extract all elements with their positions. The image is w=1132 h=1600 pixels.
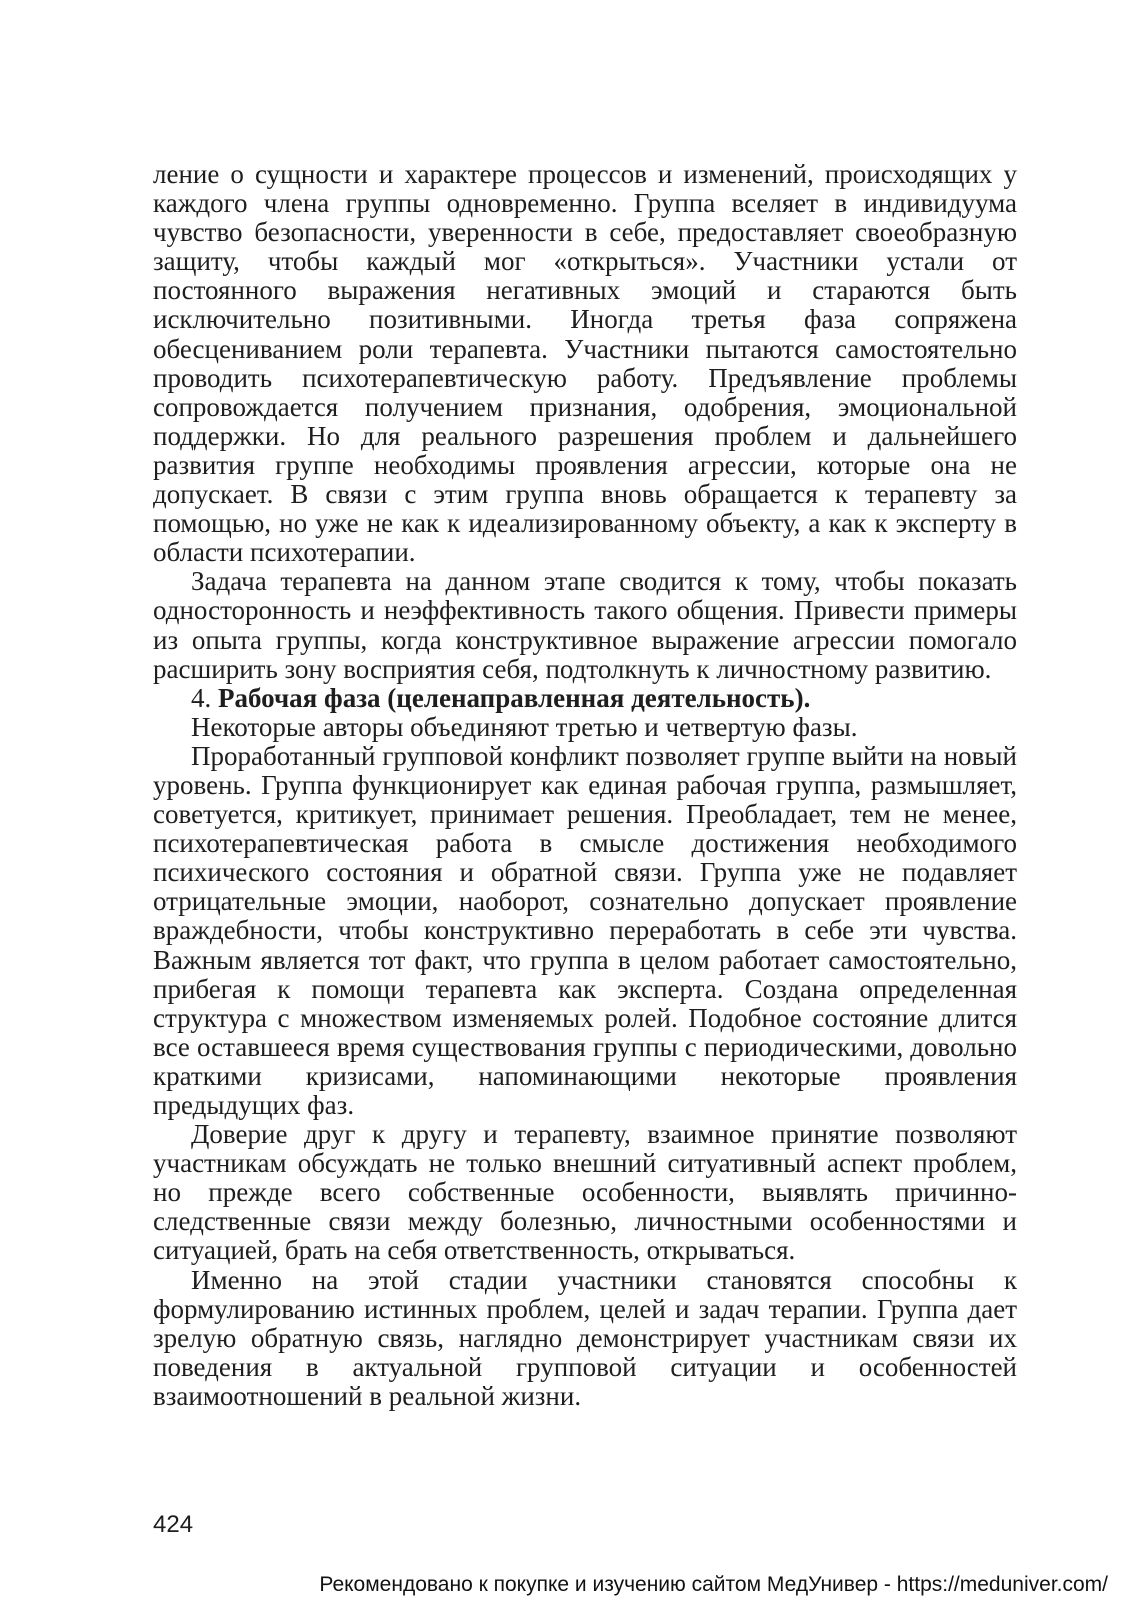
page-number: 424	[153, 1511, 194, 1538]
paragraph-stage: Именно на этой стадии участники становятся способны к формулированию истинных проблем, целей и задач терапии. Группа дает зрелую обратную связь, наглядно демонстрирует участникам связи их поведения в актуальной групповой ситуации и особенностей взаимоотношений в реальной жизни.	[153, 1264, 1017, 1411]
paragraph-group-conflict: Проработанный групповой конфликт позволяет группе выйти на новый уровень. Группа функционирует как единая рабочая группа, размышляет, советуется, критикует, принимает решения. Преобладает, тем не менее, психотерапевтическая работа в смысле достижения необходимого психического состояния и обратной связи. Группа уже не подавляет отрицательные эмоции, наоборот, сознательно допускает проявление враждебности, чтобы конструктивно переработать в себе эти чувства. Важным является тот факт, что группа в целом работает самостоятельно, прибегая к помощи терапевта как эксперта. Создана определенная структура с множеством изменяемых ролей. Подобное состояние длится все оставшееся время существования группы с периодическими, довольно краткими кризисами, напоминающими некоторые проявления предыдущих фаз.	[153, 740, 1017, 1120]
footer-note: Рекомендовано к покупке и изучению сайтом МедУнивер - https://meduniver.com/	[319, 1573, 1108, 1596]
paragraph-therapist-task: Задача терапевта на данном этапе сводится к тому, чтобы показать односторонность и неэффективность такого общения. Привести примеры из опыта группы, когда конструктивное выражение агрессии помогало расширить зону восприятия себя, подтолкнуть к личностному развитию.	[153, 566, 1017, 684]
page-body	[153, 160, 1017, 1411]
paragraph-trust: Доверие друг к другу и терапевту, взаимное принятие позволяют участникам обсуждать не только внешний ситуативный аспект проблем, но прежде всего собственные особенности, выявлять причинно-следственные связи между болезнью, личностными особенностями и ситуацией, брать на себя ответственность, открываться.	[153, 1119, 1017, 1266]
paragraph-authors-note: Некоторые авторы объединяют третью и четвертую фазы.	[191, 711, 858, 742]
section-heading	[153, 684, 1017, 713]
paragraph-continuation: ление о сущности и характере процессов и изменений, происходящих у каждого члена группы одновременно. Группа вселяет в индивидуума чувство безопасности, уверенности в себе, предоставляет своеобразную защиту, чтобы каждый мог «открыться». Участники устали от постоянного выражения негативных эмоций и стараются быть исключительно позитивными. Иногда третья фаза сопряжена обесцениванием роли терапевта. Участники пытаются самостоятельно проводить психотерапевтическую работу. Предъявление проблемы сопровождается получением признания, одобрения, эмоциональной поддержки. Но для реального разрешения проблем и дальнейшего развития группе необходимы проявления агрессии, которые она не допускает. В связи с этим группа вновь обращается к терапевту за помощью, но уже не как к идеализированному объекту, а как к эксперту в области психотерапии.	[153, 159, 1017, 568]
section-heading-number: 4.	[191, 682, 212, 713]
section-heading-title: Рабочая фаза (целенаправленная деятельность).	[218, 682, 811, 713]
